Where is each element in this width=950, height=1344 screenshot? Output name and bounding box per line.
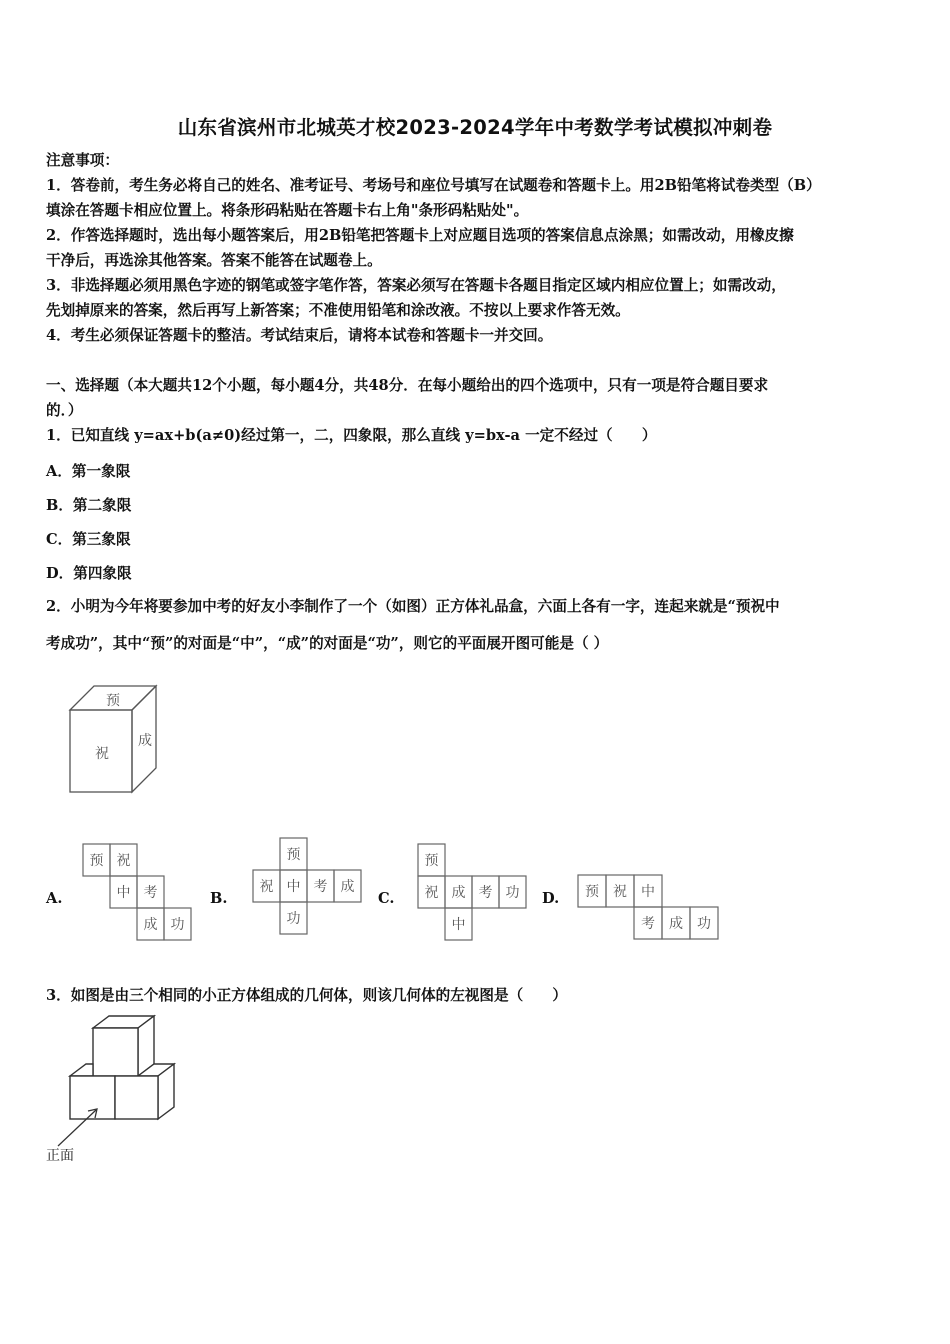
cube-front-face: 祝	[95, 746, 109, 762]
net-c-face: 预	[424, 853, 439, 869]
notice-line: 1．答卷前，考生务必将自己的姓名、准考证号、考场号和座位号填写在试题卷和答题卡上。用2B铅笔将试卷类型（B）	[46, 177, 821, 194]
q1-option-d: D．第四象限	[46, 565, 132, 582]
notice-line: 4．考生必须保证答题卡的整洁。考试结束后，请将本试卷和答题卡一并交回。	[46, 327, 553, 344]
net-d	[575, 872, 720, 944]
net-d-face: 考	[641, 916, 655, 932]
net-d-face: 功	[697, 916, 711, 932]
net-c-face: 祝	[424, 885, 439, 901]
net-d-face: 中	[641, 884, 655, 900]
cube-right-face: 成	[138, 733, 152, 749]
q1-option-b: B．第二象限	[46, 497, 132, 514]
net-b-face: 预	[286, 847, 301, 863]
q2-choice-c-label: C.	[378, 890, 395, 907]
notice-heading: 注意事项：	[46, 152, 119, 169]
notice-line: 先划掉原来的答案，然后再写上新答案；不准使用铅笔和涂改液。不按以上要求作答无效。	[46, 302, 630, 319]
q1-option-a: A．第一象限	[46, 463, 131, 480]
net-a	[80, 842, 195, 948]
section-heading: 一、选择题（本大题共12个小题，每小题4分，共48分．在每小题给出的四个选项中，只有一项是符合题目要求	[46, 377, 769, 394]
net-d-face: 成	[669, 916, 683, 932]
q2-choice-d-label: D.	[542, 890, 560, 907]
net-b-face: 功	[286, 911, 301, 927]
net-a-face: 祝	[116, 853, 131, 869]
page-title: 山东省滨州市北城英才校2023-2024学年中考数学考试模拟冲刺卷	[177, 116, 773, 139]
section-heading-cont: 的．）	[46, 402, 83, 419]
q1-option-c: C．第三象限	[46, 531, 131, 548]
net-b-face: 祝	[259, 879, 274, 895]
net-b-face: 考	[313, 879, 328, 895]
net-a-face: 考	[143, 885, 158, 901]
net-a-face: 成	[143, 917, 158, 933]
net-c	[415, 842, 530, 948]
three-cubes-figure	[44, 1012, 184, 1170]
q3-stem: 3．如图是由三个相同的小正方体组成的几何体，则该几何体的左视图是（ ）	[46, 987, 567, 1004]
front-view-label: 正面	[46, 1148, 74, 1164]
q1-stem: 1．已知直线 y=ax+b(a≠0)经过第一，二，四象限，那么直线 y=bx-a 一定不经过（ ）	[46, 427, 657, 444]
q2-stem-cont: 考成功”，其中“预”的对面是“中”，“成”的对面是“功”，则它的平面展开图可能是（ ）	[46, 635, 609, 652]
notice-line: 填涂在答题卡相应位置上。将条形码粘贴在答题卡右上角"条形码粘贴处"。	[46, 202, 529, 219]
cube-top-face: 预	[106, 693, 120, 709]
net-c-face: 考	[478, 885, 493, 901]
net-a-face: 预	[89, 853, 104, 869]
notice-line: 3．非选择题必须用黑色字迹的钢笔或签字笔作答，答案必须写在答题卡各题目指定区域内相应位置上；如需改动，	[46, 277, 786, 294]
net-b-face: 成	[340, 879, 355, 895]
notice-line: 2．作答选择题时，选出每小题答案后，用2B铅笔把答题卡上对应题目选项的答案信息点涂黑；如需改动，用橡皮擦	[46, 227, 794, 244]
net-c-face: 功	[505, 885, 520, 901]
net-c-face: 成	[451, 885, 466, 901]
net-d-face: 祝	[613, 884, 627, 900]
q2-choice-b-label: B.	[210, 890, 228, 907]
net-a-face: 中	[116, 885, 131, 901]
net-d-face: 预	[585, 884, 599, 900]
cube-figure	[60, 680, 170, 800]
q2-choice-a-label: A.	[46, 890, 63, 907]
net-c-face: 中	[451, 917, 466, 933]
net-b-face: 中	[286, 879, 301, 895]
net-b	[250, 836, 365, 944]
notice-line: 干净后，再选涂其他答案。答案不能答在试题卷上。	[46, 252, 382, 269]
q2-stem: 2．小明为今年将要参加中考的好友小李制作了一个（如图）正方体礼品盒，六面上各有一字，连起来就是“预祝中	[46, 598, 780, 615]
net-a-face: 功	[170, 917, 185, 933]
